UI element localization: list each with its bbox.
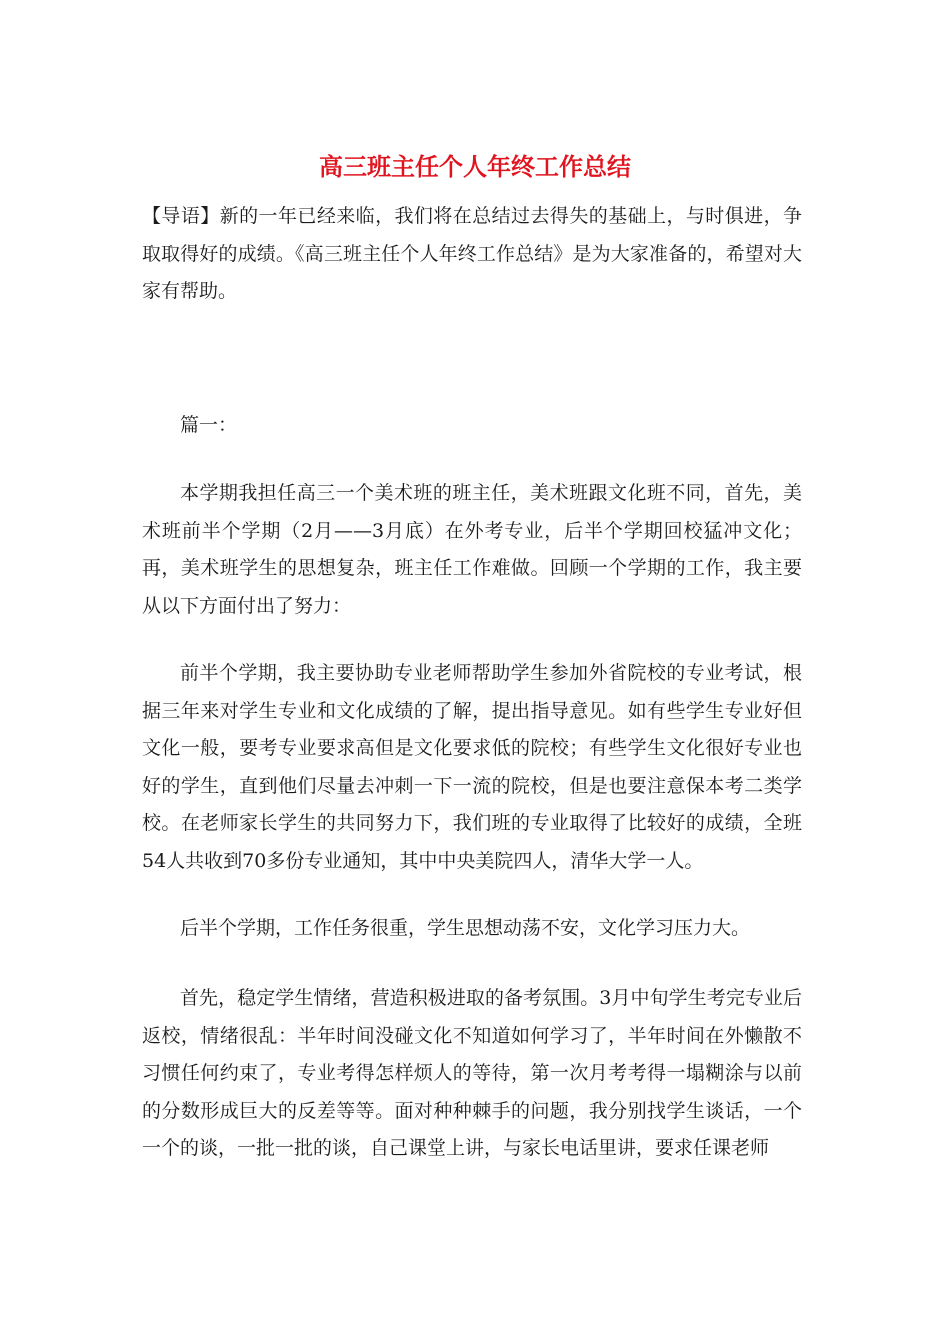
body-paragraph: 首先，稳定学生情绪，营造积极进取的备考氛围。3月中旬学生考完专业后返校，情绪很乱：半年时间没碰文化不知道如何学习了，半年时间在外懒散不习惯任何约束了，专业考得怎样烦人的等待，第一次月考考得一塌糊涂与以前的分数形成巨大的反差等等。面对种种棘手的问题，我分别找学生谈话，一个一个的谈，一批一批的谈，自己课堂上讲，与家长电话里讲，要求任课老师 (142, 987, 802, 1159)
body-paragraph: 后半个学期，工作任务很重，学生思想动荡不安，文化学习压力大。 (180, 917, 751, 939)
document-title: 高三班主任个人年终工作总结 (319, 152, 631, 181)
intro-paragraph: 【导语】新的一年已经来临，我们将在总结过去得失的基础上，与时俱进，争取取得好的成绩。《高三班主任个人年终工作总结》是为大家准备的，希望对大家有帮助。 (142, 205, 802, 302)
section-heading: 篇一： (180, 414, 238, 436)
body-paragraph: 前半个学期，我主要协助专业老师帮助学生参加外省院校的专业考试，根据三年来对学生专业和文化成绩的了解，提出指导意见。如有些学生专业好但文化一般，要考专业要求高但是文化要求低的院校；有些学生文化很好专业也好的学生，直到他们尽量去冲刺一下一流的院校，但是也要注意保本考二类学校。在老师家长学生的共同努力下，我们班的专业取得了比较好的成绩，全班54人共收到70多份专业通知，其中中央美院四人，清华大学一人。 (142, 662, 802, 872)
body-paragraph: 本学期我担任高三一个美术班的班主任，美术班跟文化班不同，首先，美术班前半个学期（2月——3月底）在外考专业，后半个学期回校猛冲文化；再，美术班学生的思想复杂，班主任工作难做。回顾一个学期的工作，我主要从以下方面付出了努力： (142, 482, 802, 617)
